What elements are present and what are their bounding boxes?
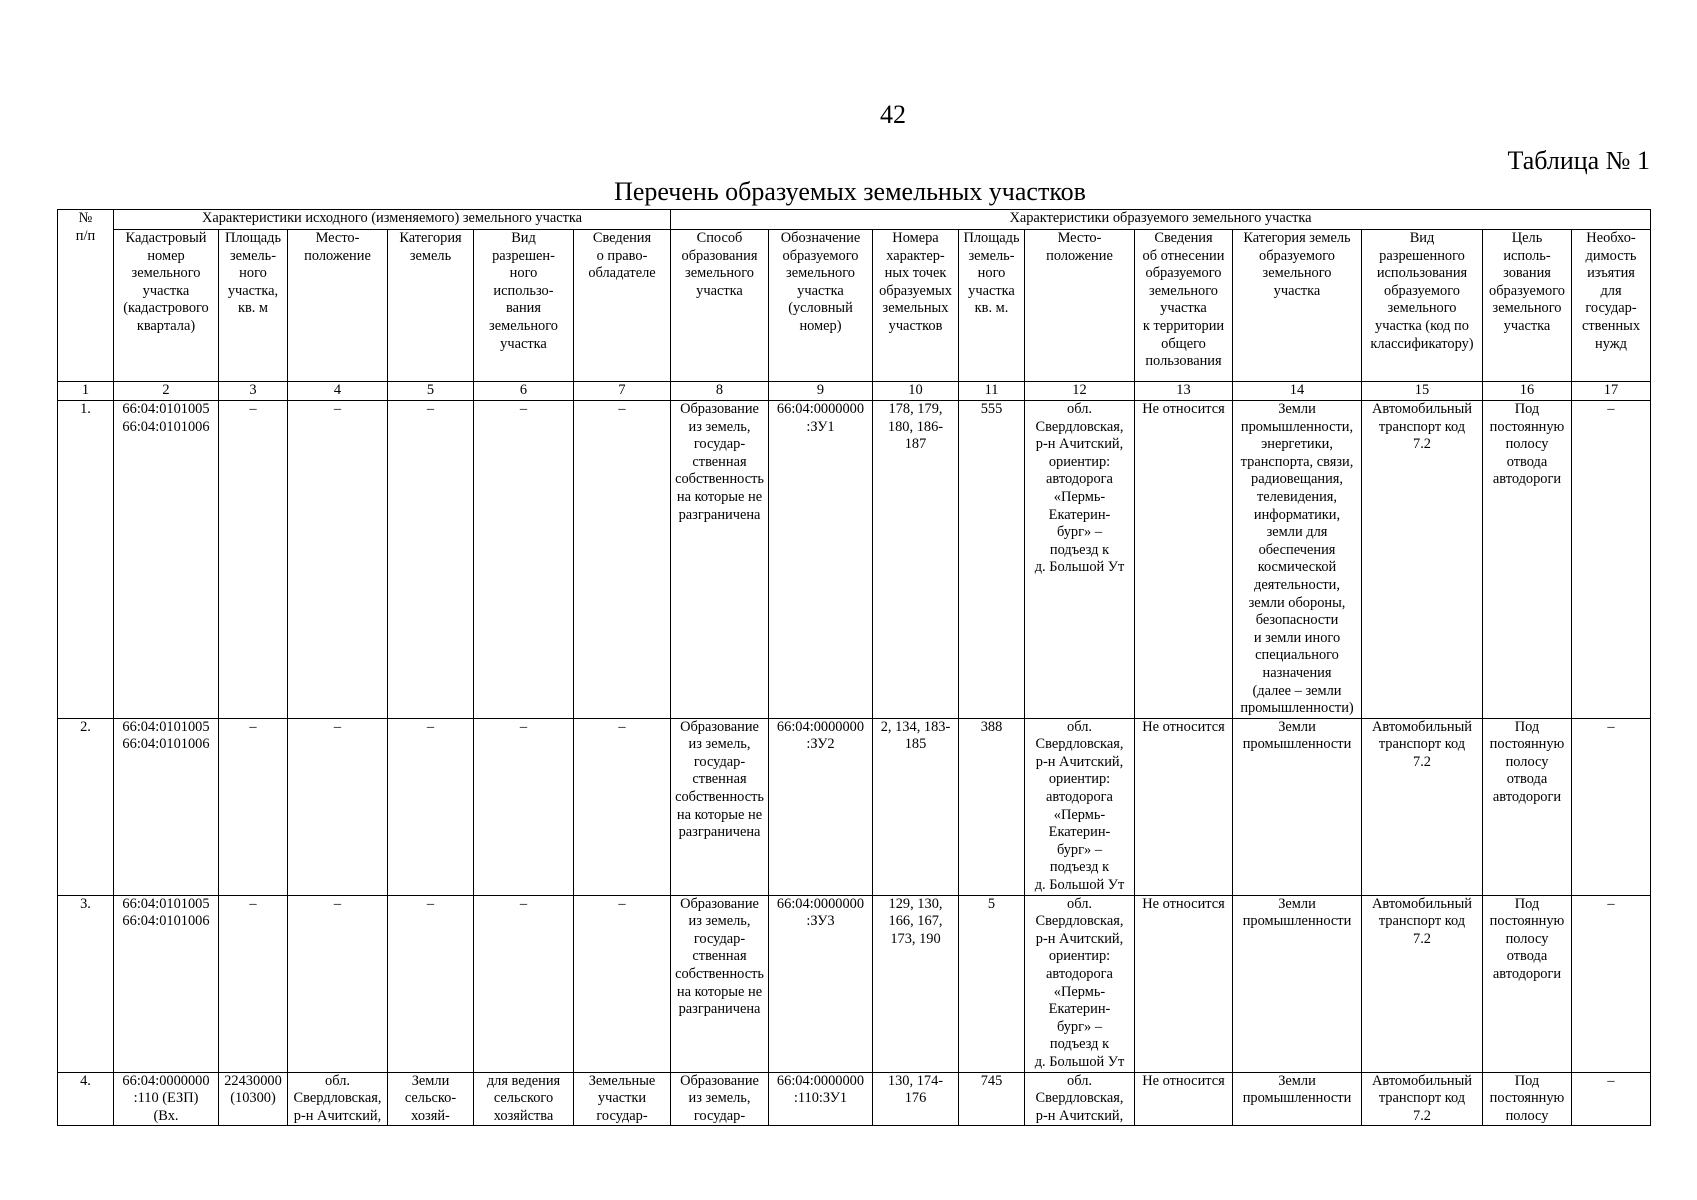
table-cell-col-8: Образование из земель, государ- ственная собственность на которые не разграничена bbox=[671, 718, 769, 895]
header-columns-row bbox=[58, 230, 1651, 382]
table-cell-col-8: Образование из земель, государ- ственная собственность на которые не разграничена bbox=[671, 401, 769, 719]
table-cell-col-4: – bbox=[288, 401, 388, 719]
table-cell-col-14: Земли промышленности bbox=[1233, 718, 1362, 895]
table-cell-col-3: – bbox=[219, 718, 288, 895]
page-number: 42 bbox=[880, 100, 906, 129]
column-number: 10 bbox=[873, 382, 959, 401]
table-cell-col-15: Автомобильный транспорт код 7.2 bbox=[1362, 1072, 1483, 1126]
table-cell-col-4: – bbox=[288, 718, 388, 895]
header-col-14: Категория земель образуемого земельного участка bbox=[1233, 230, 1362, 382]
table-cell-col-11: 745 bbox=[959, 1072, 1025, 1126]
table-cell-col-13: Не относится bbox=[1135, 401, 1233, 719]
table-row bbox=[58, 1072, 1651, 1126]
table-cell-col-9: 66:04:0000000 :ЗУ1 bbox=[769, 401, 873, 719]
table-cell-col-1: 1. bbox=[58, 401, 114, 719]
table-cell-col-8: Образование из земель, государ- bbox=[671, 1072, 769, 1126]
header-col-16: Цель исполь- зования образуемого земельного участка bbox=[1483, 230, 1572, 382]
table-cell-col-13: Не относится bbox=[1135, 895, 1233, 1072]
table-cell-col-6: – bbox=[474, 401, 574, 719]
table-cell-col-14: Земли промышленности bbox=[1233, 895, 1362, 1072]
table-cell-col-6: – bbox=[474, 718, 574, 895]
header-col-17: Необхо- димость изъятия для государ- ственных нужд bbox=[1572, 230, 1651, 382]
column-number: 9 bbox=[769, 382, 873, 401]
table-cell-col-5: – bbox=[388, 895, 474, 1072]
header-col-7: Сведения о право- обладателе bbox=[574, 230, 671, 382]
column-number: 8 bbox=[671, 382, 769, 401]
column-number: 1 bbox=[58, 382, 114, 401]
header-col-4: Место- положение bbox=[288, 230, 388, 382]
column-number: 7 bbox=[574, 382, 671, 401]
header-col-3: Площадь земель- ного участка, кв. м bbox=[219, 230, 288, 382]
table-cell-col-17: – bbox=[1572, 1072, 1651, 1126]
header-group-source: Характеристики исходного (изменяемого) земельного участка bbox=[114, 210, 671, 230]
table-cell-col-9: 66:04:0000000 :110:ЗУ1 bbox=[769, 1072, 873, 1126]
table-cell-col-2: 66:04:0101005 66:04:0101006 bbox=[114, 401, 219, 719]
table-row bbox=[58, 895, 1651, 1072]
table-cell-col-17: – bbox=[1572, 895, 1651, 1072]
table-cell-col-2: 66:04:0101005 66:04:0101006 bbox=[114, 895, 219, 1072]
table-cell-col-1: 4. bbox=[58, 1072, 114, 1126]
column-number: 3 bbox=[219, 382, 288, 401]
column-number: 15 bbox=[1362, 382, 1483, 401]
table-cell-col-14: Земли промышленности, энергетики, транспорта, связи, радиовещания, телевидения, информатики, земли для обеспечения космической деятельности, земли обороны, безопасности и земли иного специального назначения (далее – земли промышленности) bbox=[1233, 401, 1362, 719]
table-cell-col-1: 2. bbox=[58, 718, 114, 895]
table-cell-col-14: Земли промышленности bbox=[1233, 1072, 1362, 1126]
header-col-5: Категория земель bbox=[388, 230, 474, 382]
table-cell-col-16: Под постоянную полосу отвода автодороги bbox=[1483, 718, 1572, 895]
table-cell-col-11: 555 bbox=[959, 401, 1025, 719]
column-number: 13 bbox=[1135, 382, 1233, 401]
table-cell-col-17: – bbox=[1572, 401, 1651, 719]
table-cell-col-5: – bbox=[388, 718, 474, 895]
header-col-13: Сведения об отнесении образуемого земельного участка к территории общего пользования bbox=[1135, 230, 1233, 382]
header-col-11: Площадь земель- ного участка кв. м. bbox=[959, 230, 1025, 382]
table-cell-col-10: 178, 179, 180, 186- 187 bbox=[873, 401, 959, 719]
table-cell-col-15: Автомобильный транспорт код 7.2 bbox=[1362, 718, 1483, 895]
table-cell-col-12: обл. Свердловская, р-н Ачитский, ориентир: автодорога «Пермь- Екатерин- бург» – подъезд к д. Большой Ут bbox=[1025, 401, 1135, 719]
header-numbers-row bbox=[58, 382, 1651, 401]
table-cell-col-17: – bbox=[1572, 718, 1651, 895]
table-row bbox=[58, 718, 1651, 895]
header-col-9: Обозначение образуемого земельного участка (условный номер) bbox=[769, 230, 873, 382]
table-cell-col-3: – bbox=[219, 401, 288, 719]
column-number: 12 bbox=[1025, 382, 1135, 401]
header-col-6: Вид разрешен- ного использо- вания земельного участка bbox=[474, 230, 574, 382]
header-col-8: Способ образования земельного участка bbox=[671, 230, 769, 382]
table-cell-col-2: 66:04:0000000 :110 (ЕЗП) (Вх. bbox=[114, 1072, 219, 1126]
table-cell-col-13: Не относится bbox=[1135, 718, 1233, 895]
table-title: Перечень образуемых земельных участков bbox=[614, 177, 1086, 206]
header-col-15: Вид разрешенного использования образуемого земельного участка (код по классификатору) bbox=[1362, 230, 1483, 382]
table-cell-col-6: для ведения сельского хозяйства bbox=[474, 1072, 574, 1126]
column-number: 16 bbox=[1483, 382, 1572, 401]
table-cell-col-3: 22430000 (10300) bbox=[219, 1072, 288, 1126]
table-cell-col-5: – bbox=[388, 401, 474, 719]
table-cell-col-12: обл. Свердловская, р-н Ачитский, ориентир: автодорога «Пермь- Екатерин- бург» – подъезд к д. Большой Ут bbox=[1025, 718, 1135, 895]
column-number: 4 bbox=[288, 382, 388, 401]
land-plots-table bbox=[57, 209, 1651, 1126]
table-cell-col-13: Не относится bbox=[1135, 1072, 1233, 1126]
table-cell-col-15: Автомобильный транспорт код 7.2 bbox=[1362, 895, 1483, 1072]
column-number: 6 bbox=[474, 382, 574, 401]
table-cell-col-10: 129, 130, 166, 167, 173, 190 bbox=[873, 895, 959, 1072]
header-col-12: Место- положение bbox=[1025, 230, 1135, 382]
table-cell-col-6: – bbox=[474, 895, 574, 1072]
table-cell-col-7: – bbox=[574, 895, 671, 1072]
table-cell-col-7: – bbox=[574, 718, 671, 895]
table-cell-col-16: Под постоянную полосу отвода автодороги bbox=[1483, 895, 1572, 1072]
column-number: 14 bbox=[1233, 382, 1362, 401]
table-cell-col-1: 3. bbox=[58, 895, 114, 1072]
table-cell-col-9: 66:04:0000000 :ЗУ2 bbox=[769, 718, 873, 895]
table-cell-col-7: Земельные участки государ- bbox=[574, 1072, 671, 1126]
table-cell-col-7: – bbox=[574, 401, 671, 719]
column-number: 17 bbox=[1572, 382, 1651, 401]
table-cell-col-16: Под постоянную полосу отвода автодороги bbox=[1483, 401, 1572, 719]
table-number: Таблица № 1 bbox=[1507, 146, 1650, 175]
table-cell-col-9: 66:04:0000000 :ЗУ3 bbox=[769, 895, 873, 1072]
column-number: 5 bbox=[388, 382, 474, 401]
header-col-no: № п/п bbox=[58, 210, 114, 382]
table-row bbox=[58, 401, 1651, 719]
header-col-10: Номера характер- ных точек образуемых земельных участков bbox=[873, 230, 959, 382]
table-cell-col-8: Образование из земель, государ- ственная собственность на которые не разграничена bbox=[671, 895, 769, 1072]
header-group-formed: Характеристики образуемого земельного участка bbox=[671, 210, 1651, 230]
column-number: 11 bbox=[959, 382, 1025, 401]
table-cell-col-12: обл. Свердловская, р-н Ачитский, ориентир: автодорога «Пермь- Екатерин- бург» – подъезд к д. Большой Ут bbox=[1025, 895, 1135, 1072]
column-number: 2 bbox=[114, 382, 219, 401]
table-cell-col-3: – bbox=[219, 895, 288, 1072]
table-cell-col-10: 2, 134, 183- 185 bbox=[873, 718, 959, 895]
table-cell-col-4: – bbox=[288, 895, 388, 1072]
table-cell-col-5: Земли сельско- хозяй- bbox=[388, 1072, 474, 1126]
table-cell-col-15: Автомобильный транспорт код 7.2 bbox=[1362, 401, 1483, 719]
table-cell-col-10: 130, 174- 176 bbox=[873, 1072, 959, 1126]
table-cell-col-16: Под постоянную полосу bbox=[1483, 1072, 1572, 1126]
table-cell-col-11: 5 bbox=[959, 895, 1025, 1072]
header-group-row bbox=[58, 210, 1651, 230]
header-col-2: Кадастровый номер земельного участка (кадастрового квартала) bbox=[114, 230, 219, 382]
table-cell-col-12: обл. Свердловская, р-н Ачитский, bbox=[1025, 1072, 1135, 1126]
table-cell-col-4: обл. Свердловская, р-н Ачитский, bbox=[288, 1072, 388, 1126]
table-cell-col-11: 388 bbox=[959, 718, 1025, 895]
table-cell-col-2: 66:04:0101005 66:04:0101006 bbox=[114, 718, 219, 895]
